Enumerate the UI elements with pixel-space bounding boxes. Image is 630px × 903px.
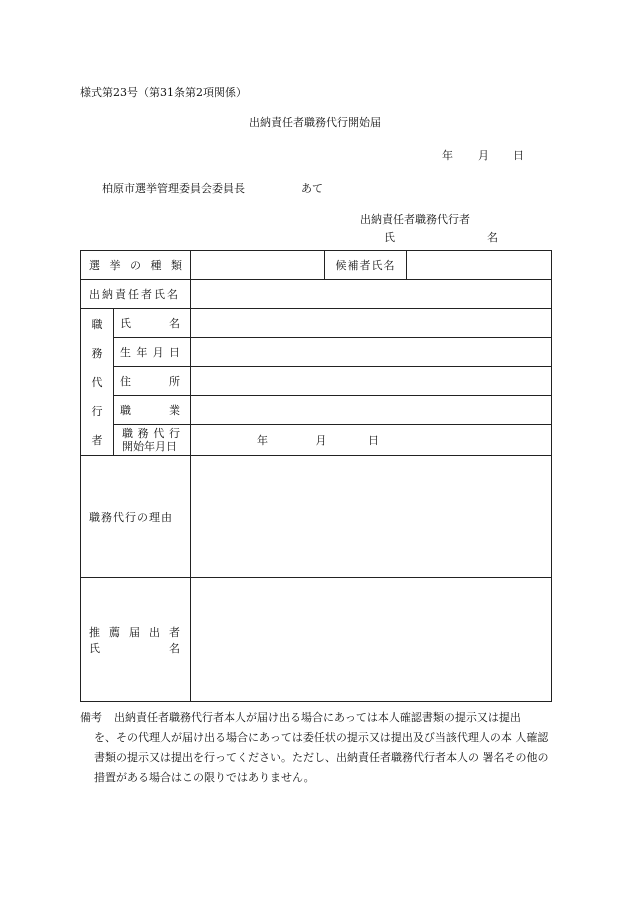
agent-group-char: 職 xyxy=(91,317,103,331)
agent-occupation-field[interactable] xyxy=(191,396,552,425)
recommender-field[interactable] xyxy=(191,578,552,702)
candidate-name-field[interactable] xyxy=(407,251,552,280)
agent-address-label: 住 所 xyxy=(114,367,191,396)
signer-title: 出納責任者職務代行者 xyxy=(360,213,470,226)
agent-address-row xyxy=(81,367,552,396)
remarks-label: 備考 xyxy=(80,711,102,724)
treasurer-name-label: 出納責任者氏名 xyxy=(81,280,191,309)
agent-birth-field[interactable] xyxy=(191,338,552,367)
agent-birth-row xyxy=(81,338,552,367)
date-day-label: 日 xyxy=(513,149,524,162)
agent-occupation-label: 職 業 xyxy=(114,396,191,425)
form-number: 様式第23号（第31条第2項関係） xyxy=(80,86,247,99)
agent-group-char: 者 xyxy=(91,433,103,447)
agent-birth-label: 生 年 月 日 xyxy=(114,338,191,367)
addressee-suffix: あて xyxy=(301,182,323,195)
remarks-line: 出納責任者職務代行者本人が届け出る場合にあっては本人確認書類の提示又は提出 xyxy=(114,711,521,724)
remarks-line: 人確認書類の提示又は提出を行ってください。ただし、出納責任者職務代行者本人の xyxy=(94,731,549,764)
remarks-line: を、その代理人が届け出る場合にあっては委任状の提示又は提出及び当該代理人の本 xyxy=(94,731,512,744)
date-month-label: 月 xyxy=(478,149,489,162)
agent-start-date-field[interactable] xyxy=(191,425,552,456)
start-year-label: 年 xyxy=(257,434,268,447)
agent-name-row xyxy=(81,309,552,338)
election-type-field[interactable] xyxy=(191,251,325,280)
recommender-label xyxy=(81,578,191,702)
agent-start-label-line2: 開始年月日 xyxy=(122,440,177,453)
recommender-label-line2 xyxy=(89,640,180,656)
document-title: 出納責任者職務代行開始届 xyxy=(249,116,381,129)
remarks-body xyxy=(114,708,550,728)
agent-address-field[interactable] xyxy=(191,367,552,396)
start-month-label: 月 xyxy=(315,434,327,447)
recommender-label-line1: 推 薦 届 出 者 xyxy=(89,625,180,639)
candidate-name-label: 候補者氏名 xyxy=(325,251,407,280)
recommender-row xyxy=(81,578,552,702)
agent-start-row xyxy=(81,425,552,456)
agent-group-label xyxy=(81,309,114,456)
reason-field[interactable] xyxy=(191,456,552,578)
date-year-label: 年 xyxy=(442,149,453,162)
reason-row xyxy=(81,456,552,578)
agent-start-label xyxy=(114,425,191,456)
agent-name-field[interactable] xyxy=(191,309,552,338)
treasurer-row xyxy=(81,280,552,309)
recommender-name-a: 氏 xyxy=(89,641,100,655)
remarks xyxy=(80,708,550,788)
treasurer-name-field[interactable] xyxy=(191,280,552,309)
addressee: 柏原市選挙管理委員会委員長 xyxy=(102,182,245,195)
remarks-line: 署名その他の措置がある場合はこの限りではありません。 xyxy=(94,751,549,784)
agent-group-char: 行 xyxy=(91,404,103,418)
signer-name-label-a: 氏 xyxy=(384,231,395,244)
agent-group-char: 務 xyxy=(91,346,103,360)
agent-name-label: 氏 名 xyxy=(114,309,191,338)
agent-occupation-row xyxy=(81,396,552,425)
agent-start-label-line1: 職 務 代 行 xyxy=(122,427,180,440)
agent-group-char: 代 xyxy=(91,375,103,389)
signer-name-label-b: 名 xyxy=(487,231,498,244)
notification-form-table xyxy=(80,250,552,702)
start-day-label: 日 xyxy=(368,434,379,447)
reason-label: 職務代行の理由 xyxy=(81,456,191,578)
remarks-continuation xyxy=(94,728,550,788)
election-type-label: 選 挙 の 種 類 xyxy=(81,251,191,280)
election-type-row xyxy=(81,251,552,280)
recommender-name-b: 名 xyxy=(169,641,180,655)
